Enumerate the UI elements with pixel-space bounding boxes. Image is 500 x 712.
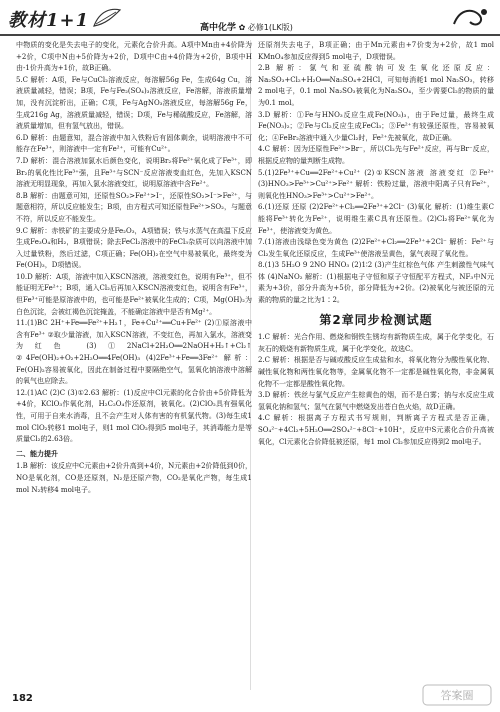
answer-paragraph: 9.C 解析：赤铁矿的主要成分是Fe₂O₃，A项错误；铁与水蒸气在高温下反应生成Fe₃O₄和H₂，B项错误；除去FeCl₂溶液中的FeCl₃杂质可以向溶液中加入过量铁粉，然后过滤，C项正确；Fe(OH)₂在空气中易被氧化，最终变为Fe(OH)₃，D项错误。 — [16, 226, 252, 270]
answer-paragraph: 2.C 解析：根据是否与碱或酸反应生成盐和水，将氧化物分为酸性氧化物、碱性氧化物和两性氧化物等，金属氧化物不一定都是碱性氧化物，非金属氧化物不一定都是酸性氧化物。 — [258, 356, 494, 388]
answer-paragraph: 1.B 解析：该反应中C元素由+2价升高到+4价，N元素由+2价降低到0价，NO是氧化剂，CO是还原剂，N₂是还原产物，CO₂是氧化产物，每生成1 mol N₂转移4 mol电子。 — [16, 462, 252, 494]
answer-paragraph: 6.D 解析：由题意知，混合溶液中加入铁粉后有固体剩余，说明溶液中不可能存在Fe³⁺，则溶液中一定有Fe²⁺，可能有Cu²⁺。 — [16, 133, 252, 154]
answer-paragraph: 10.D 解析：A项，溶液中加入KSCN溶液，溶液变红色，说明有Fe³⁺，但不能证明无Fe²⁺；B项，通入Cl₂后再加入KSCN溶液变红色，说明含有Fe³⁺，但Fe³⁺可能是原溶液中的，也可能是Fe²⁺被氧化生成的；C项，Mg(OH)₂为白色沉淀，会被红褐色沉淀掩盖，不能确定溶液中是否有Mg²⁺。 — [16, 272, 252, 316]
answer-paragraph: 5.C 解析：A项，Fe与CuCl₂溶液反应，每溶解56g Fe，生成64g Cu，溶液质量减轻，错误；B项，Fe与Fe₂(SO₄)₃溶液反应，Fe溶解，溶液质量增加，没有沉淀析出，正确；C项，Fe与AgNO₃溶液反应，每溶解56g Fe，生成216g Ag，溶液质量减轻，错误；D项，Fe与稀硫酸反应，Fe溶解，溶液质量增加，但有氢气放出，错误。 — [16, 75, 252, 131]
answer-paragraph: 8.B 解析：由题意可知，还原性SO₂>Fe²⁺>I⁻，还原性SO₂>I⁻>Fe²⁺，与题意相符，所以反应能发生；B项，由方程式可知还原性Fe²⁺>SO₂，与题意不符，所以反应不能发生。 — [16, 191, 252, 223]
answer-paragraph: 8.(1)3 5H₂O 9 2NO HNO₃ (2)1∶2 (3)产生红棕色气体 产生刺激性气味气体 (4)NaNO₂ 解析：(1)根据电子守恒和原子守恒配平方程式，NF₃中N元素为+3价，部分升高为+5价，部分降低为+2价。(2)被氧化与被还原的元素的物质的量之比为1∶2。 — [258, 261, 494, 305]
header-subject-line — [200, 20, 293, 33]
answer-paragraph: 4.C 解析：根据离子方程式书写规则，判断离子方程式是否正确，SO₄²⁻+4Cl₂+5H₂O══2SO₄²⁻+8Cl⁻+10H⁺，反应中S元素化合价升高被氧化，Cl元素化合价降低被还原，每1 mol Cl₂参加反应得到2 mol电子。 — [258, 414, 494, 446]
page-number: 182 — [12, 693, 33, 704]
header-edition: 必修1(LK版) — [247, 23, 293, 32]
watermark-stamp-icon — [422, 684, 492, 706]
answer-paragraph: 7.(1)溶液由浅绿色变为黄色 (2)2Fe²⁺+Cl₂══2Fe³⁺+2Cl⁻ 解析：Fe²⁺与Cl₂发生氧化还原反应，生成Fe³⁺使溶液呈黄色，氯气表现了氧化性。 — [258, 238, 494, 258]
decorative-swirl-icon — [450, 6, 490, 30]
answer-paragraph: 12.(1)AC (2)C (3)①2.63 解析：(1)反应中Cl元素的化合价由+5价降低为+4价，KClO₃作氧化剂，H₂C₂O₄作还原剂，被氧化。(2)ClO₂具有强氧化性，可用于自来水消毒，且不会产生对人体有害的有机氯代物。(3)每生成1 mol ClO₂转移1 mol电子，则1 mol ClO₂得到5 mol电子，其消毒能力是等质量Cl₂的2.63倍。 — [16, 388, 252, 444]
header-star-icon: ✿ — [238, 23, 246, 32]
answer-paragraph: 2.B 解析：氯气和亚硫酸钠可发生氧化还原反应：Na₂SO₃+Cl₂+H₂O══Na₂SO₄+2HCl，可知每消耗1 mol Na₂SO₃，转移2 mol电子，0.1 mol Na₂SO₃被氧化为Na₂SO₄，至少需要Cl₂的物质的量为0.1 mol。 — [258, 64, 494, 107]
right-column — [258, 40, 494, 448]
watermark-text: 答案圈 — [440, 689, 474, 702]
section-title: 第2章同步检测试题 — [319, 312, 433, 327]
answer-paragraph: 3.D 解析：铁丝与氯气反应产生棕黄色的烟，而不是白雾；钠与水反应生成氢氧化钠和氢气；氢气在氯气中燃烧发出苍白色火焰，故D正确。 — [258, 391, 494, 411]
subsection-heading: 二、能力提升 — [16, 448, 58, 458]
left-column — [16, 40, 252, 496]
page-header — [0, 0, 500, 36]
answer-paragraph: 6.(1)还原 还原 (2)2Fe²⁺+Cl₂══2Fe³⁺+2Cl⁻ (3)氧化 解析：(1)维生素C能将Fe³⁺转化为Fe²⁺，说明维生素C具有还原性。(2)Cl₂将Fe²⁺氧化为Fe³⁺，使溶液变为黄色。 — [258, 203, 494, 235]
answer-paragraph: 5.(1)2Fe³⁺+Cu══2Fe²⁺+Cu²⁺ (2)①KSCN溶液 溶液变红 ②Fe²⁺ (3)HNO₃>Fe³⁺>Cu²⁺>Fe²⁺ 解析：铁粉过量，溶液中阳离子只有Fe²⁺，则氧化性HNO₃>Fe³⁺>Cu²⁺>Fe²⁺。 — [258, 168, 494, 200]
header-rule — [0, 34, 500, 36]
header-subject: 高中化学 — [200, 23, 237, 33]
answer-paragraph: 7.D 解析：混合溶液加氯水后颜色变化，说明Br₂将Fe²⁺氧化成了Fe³⁺，即Br₂的氧化性比Fe³⁺强，且Fe³⁺与SCN⁻反应溶液变血红色，先加入KSCN溶液无明显现象，再加入氯水溶液变红，说明原溶液中含Fe²⁺。 — [16, 156, 252, 189]
answer-paragraph: 4.C 解析：因为还原性Fe²⁺>Br⁻，所以Cl₂先与Fe²⁺反应，再与Br⁻反应，根据反应物的量判断生成物。 — [258, 145, 494, 165]
answer-paragraph: 11.(1)BC 2H⁺+Fe══Fe²⁺+H₂↑，Fe+Cu²⁺══Cu+Fe²⁺ (2)①原溶液中含有Fe³⁺ ②取少量溶液，加入KSCN溶液，不变红色，再加入氯水，溶液变为红色 (3)①2NaCl+2H₂O══2NaOH+H₂↑+Cl₂↑ ②4Fe(OH)₂+O₂+2H₂O══4Fe(OH)₃ (4)2Fe³⁺+Fe══3Fe²⁺ 解析：Fe(OH)₂容易被氧化，因此在制备过程中要隔绝空气，氢氧化钠溶液中溶解的氧气也应除去。 — [16, 319, 252, 386]
answer-paragraph: 3.D 解析：①Fe与HNO₃反应生成Fe(NO₃)₃，由于Fe过量，最终生成Fe(NO₃)₂；②Fe与Cl₂反应生成FeCl₃；③Fe²⁺有较强还原性，容易被氧化；④FeBr₂溶液中通入少量Cl₂时，Fe²⁺先被氧化，故D正确。 — [258, 110, 494, 142]
book-brand-logo: 教材1+1 — [8, 10, 90, 31]
answer-paragraph: 中物质的变化是失去电子的变化，元素化合价升高。A项中Mn由+4价降为+2价，C项中N由+5价降为+2价，D项中C由+4价降为+2价，B项中H由-1价升高为+1价，故B正确。 — [16, 41, 252, 73]
answer-paragraph: 1.C 解析：光合作用、燃烧和钢铁生锈均有新物质生成，属于化学变化，石灰石的煅烧有新物质生成，属于化学变化，故选C。 — [258, 333, 494, 353]
leaf-ornament-icon — [92, 6, 122, 30]
answer-paragraph: 还原剂失去电子，B项正确；由于Mn元素由+7价变为+2价，故1 mol KMnO₄参加反应得到5 mol电子，D项错误。 — [258, 41, 494, 61]
